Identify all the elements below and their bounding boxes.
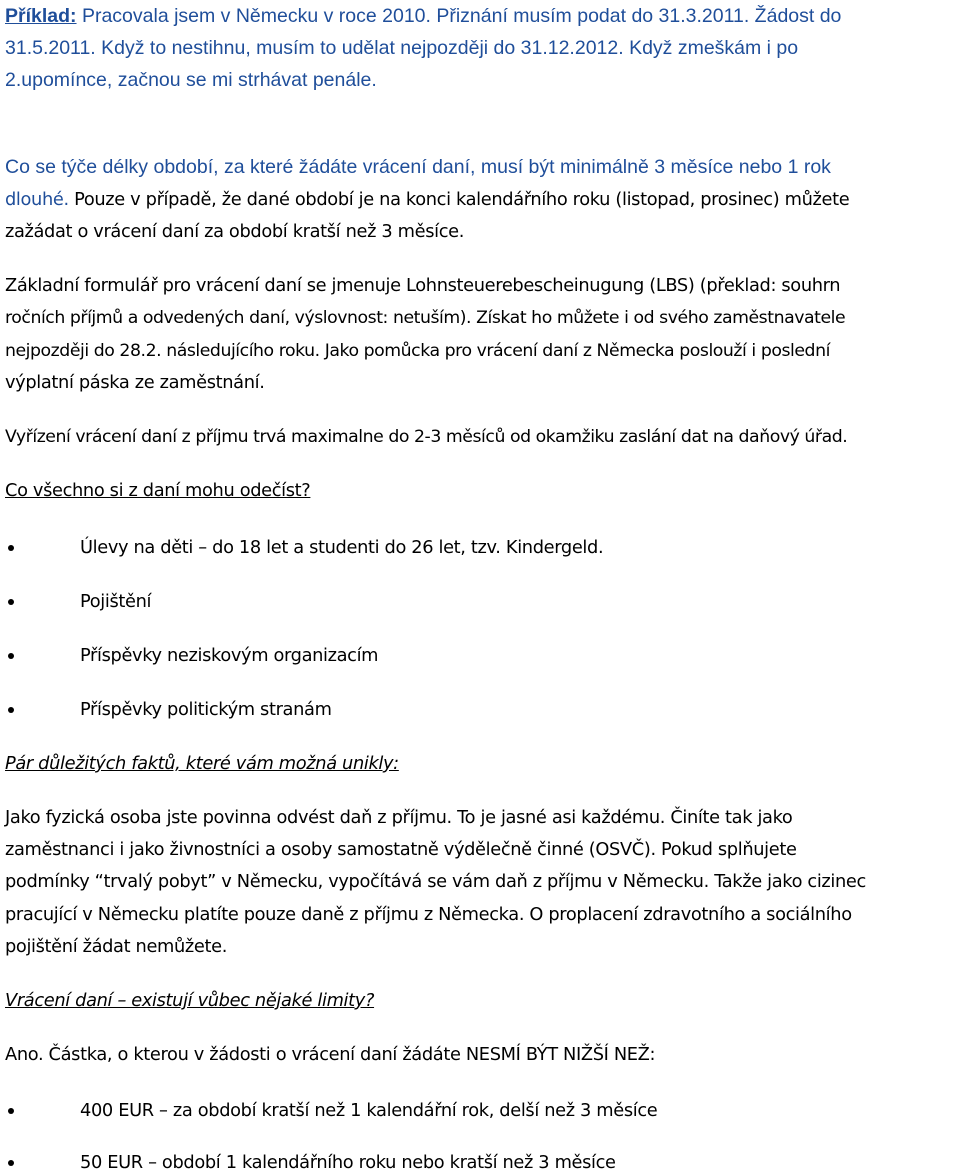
facts-line-3: podmínky “trvalý pobyt” v Německu, vypočítává se vám daň z příjmu v Německu. Takže jako cizinec xyxy=(5,871,866,892)
limits-intro: Ano. Částka, o kterou v žádosti o vrácení daní žádáte NESMÍ BÝT NIŽŠÍ NEŽ: xyxy=(5,1044,656,1065)
period-line-2-start: dlouhé. xyxy=(5,189,69,210)
bullet-dot xyxy=(8,653,14,659)
form-line-1: Základní formulář pro vrácení daní se jmenuje Lohnsteuerebescheinugung (LBS) (překlad: souhrn xyxy=(5,275,841,296)
limit-item: 50 EUR – období 1 kalendářního roku nebo kratší než 3 měsíce xyxy=(80,1152,616,1173)
form-line-2: ročních příjmů a odvedených daní, výslovnost: netuším). Získat ho můžete i od svého zaměstnavatele xyxy=(5,308,846,328)
processing-line: Vyřízení vrácení daní z příjmu trvá maximalne do 2-3 měsíců od okamžiku zaslání dat na daňový úřad. xyxy=(5,427,848,447)
period-line-1: Co se týče délky období, za které žádáte vrácení daní, musí být minimálně 3 měsíce nebo 1 rok xyxy=(5,156,831,178)
facts-line-2: zaměstnanci i jako živnostníci a osoby samostatně výdělečně činné (OSVČ). Pokud splňujete xyxy=(5,839,797,860)
period-line-3: zažádat o vrácení daní za období kratší než 3 měsíce. xyxy=(5,221,465,242)
example-line-1 xyxy=(5,4,841,28)
period-line-2 xyxy=(5,188,849,212)
example-line-2: 31.5.2011. Když to nestihnu, musím to udělat nejpozději do 31.12.2012. Když zmeškám i po xyxy=(5,37,799,59)
bullet-dot xyxy=(8,707,14,713)
example-line-3: 2.upomínce, začnou se mi strhávat penále. xyxy=(5,69,377,91)
deductions-heading: Co všechno si z daní mohu odečíst? xyxy=(5,480,311,501)
facts-line-1: Jako fyzická osoba jste povinna odvést daň z příjmu. To je jasné asi každému. Činíte tak jako xyxy=(5,807,793,828)
bullet-dot xyxy=(8,599,14,605)
limits-heading: Vrácení daní – existují vůbec nějaké limity? xyxy=(5,990,375,1011)
bullet-dot xyxy=(8,1160,14,1166)
form-line-4: výplatní páska ze zaměstnání. xyxy=(5,372,265,393)
facts-line-4: pracující v Německu platíte pouze daně z příjmu z Německa. O proplacení zdravotního a sociálního xyxy=(5,904,852,925)
example-label: Příklad: xyxy=(5,5,77,27)
deduction-item: Úlevy na děti – do 18 let a studenti do 26 let, tzv. Kindergeld. xyxy=(80,537,604,558)
facts-line-5: pojištění žádat nemůžete. xyxy=(5,936,228,957)
deduction-item: Příspěvky neziskovým organizacím xyxy=(80,645,379,666)
bullet-dot xyxy=(8,545,14,551)
form-line-3: nejpozději do 28.2. následujícího roku. Jako pomůcka pro vrácení daní z Německa poslouží i poslední xyxy=(5,341,830,361)
limit-item: 400 EUR – za období kratší než 1 kalendářní rok, delší než 3 měsíce xyxy=(80,1100,658,1121)
bullet-dot xyxy=(8,1108,14,1114)
example-text-1: Pracovala jsem v Německu v roce 2010. Přiznání musím podat do 31.3.2011. Žádost do xyxy=(81,5,842,27)
deduction-item: Příspěvky politickým stranám xyxy=(80,699,332,720)
period-line-2-rest: Pouze v případě, že dané období je na konci kalendářního roku (listopad, prosinec) můžete xyxy=(68,189,850,210)
facts-heading: Pár důležitých faktů, které vám možná unikly: xyxy=(5,753,399,774)
deduction-item: Pojištění xyxy=(80,591,152,612)
